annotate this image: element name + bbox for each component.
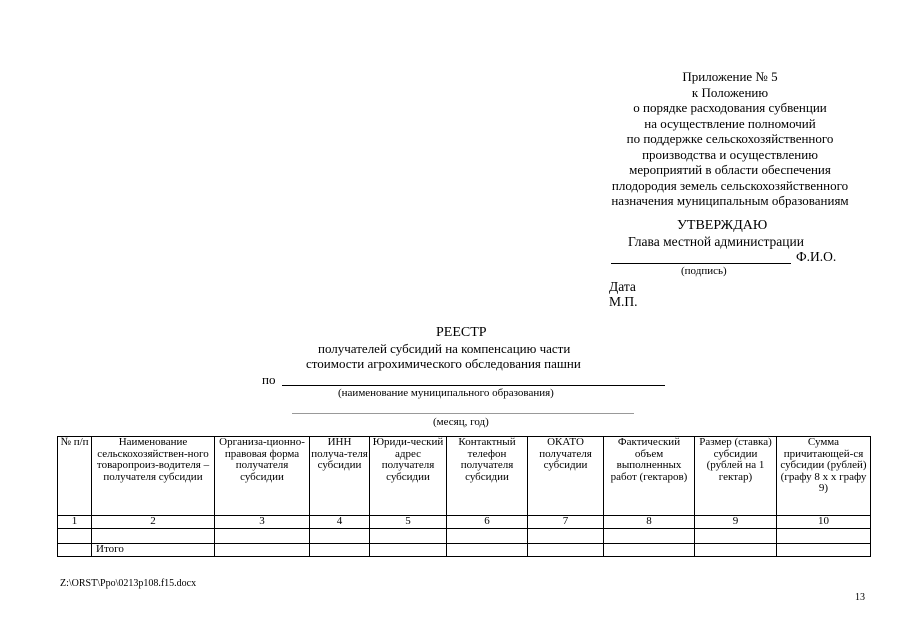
appendix-line: к Положению xyxy=(691,84,769,100)
table-cell xyxy=(695,529,777,544)
table-cell xyxy=(447,529,528,544)
column-number-cell: 9 xyxy=(695,516,777,529)
column-number-cell: 3 xyxy=(215,516,310,529)
appendix-header xyxy=(540,69,905,209)
municipality-fill-line xyxy=(282,385,665,386)
header-cell: № п/п xyxy=(58,437,92,516)
column-number-cell: 10 xyxy=(777,516,871,529)
month-caption: (месяц, год) xyxy=(433,416,489,428)
table-header-row xyxy=(58,437,871,516)
column-number-row xyxy=(58,516,871,529)
total-row xyxy=(58,544,871,557)
registry-title: РЕЕСТР xyxy=(436,325,487,340)
table-cell xyxy=(447,544,528,557)
column-number-cell: 1 xyxy=(58,516,92,529)
month-fill-line xyxy=(292,413,634,414)
table-cell xyxy=(777,529,871,544)
header-cell: Фактический объем выполненных работ (гектаров) xyxy=(604,437,695,516)
appendix-line: Приложение № 5 xyxy=(682,69,778,84)
table-cell xyxy=(310,544,370,557)
header-cell: Наименование сельскохозяйствен-ного товаропроиз-водителя – получателя субсидии xyxy=(92,437,215,516)
signature-fio: Ф.И.О. xyxy=(796,249,837,264)
table-cell xyxy=(310,529,370,544)
appendix-line: плодородия земель сельскохозяйственного xyxy=(611,177,849,193)
approval-role: Глава местной администрации xyxy=(628,234,804,249)
appendix-line: производства и осуществлению xyxy=(642,146,818,162)
date-label: Дата xyxy=(609,279,636,294)
registry-table xyxy=(57,436,871,557)
header-cell: ОКАТО получателя субсидии xyxy=(528,437,604,516)
appendix-line: на осуществление полномочий xyxy=(644,115,816,131)
header-cell: Контактный телефон получателя субсидии xyxy=(447,437,528,516)
table-cell xyxy=(695,544,777,557)
table-cell xyxy=(528,544,604,557)
table-cell xyxy=(528,529,604,544)
header-cell: Размер (ставка) субсидии (рублей на 1 гектар) xyxy=(695,437,777,516)
table-row xyxy=(58,529,871,544)
registry-by-label: по xyxy=(262,372,276,387)
appendix-line: назначения муниципальным образованиям xyxy=(611,193,849,208)
table-cell xyxy=(215,529,310,544)
appendix-line: по поддержке сельскохозяйственного xyxy=(626,131,834,146)
table-cell xyxy=(777,544,871,557)
column-number-cell: 7 xyxy=(528,516,604,529)
table-cell xyxy=(215,544,310,557)
table-cell xyxy=(92,529,215,544)
table-cell xyxy=(370,544,447,557)
header-cell: Юриди-ческий адрес получателя субсидии xyxy=(370,437,447,516)
signature-line xyxy=(611,263,791,264)
column-number-cell: 5 xyxy=(370,516,447,529)
file-path: Z:\ORST\Ppo\0213p108.f15.docx xyxy=(60,578,197,589)
header-cell: Сумма причитающей-ся субсидии (рублей) (графу 8 х х графу 9) xyxy=(777,437,871,516)
table-cell xyxy=(604,529,695,544)
approval-title: УТВЕРЖДАЮ xyxy=(677,218,768,233)
table-cell xyxy=(58,529,92,544)
header-cell: Организа-ционно-правовая форма получателя субсидии xyxy=(215,437,310,516)
seal-label: М.П. xyxy=(609,294,638,309)
table-cell xyxy=(370,529,447,544)
appendix-line: о порядке расходования субвенции xyxy=(633,100,827,115)
page-number: 13 xyxy=(855,592,865,603)
table-cell xyxy=(604,544,695,557)
column-number-cell: 4 xyxy=(310,516,370,529)
column-number-cell: 6 xyxy=(447,516,528,529)
column-number-cell: 8 xyxy=(604,516,695,529)
municipality-caption: (наименование муниципального образования) xyxy=(338,387,554,399)
column-number-cell: 2 xyxy=(92,516,215,529)
signature-caption: (подпись) xyxy=(681,265,727,277)
appendix-line: мероприятий в области обеспечения xyxy=(629,162,831,177)
registry-subtitle-1: получателей субсидий на компенсацию части xyxy=(318,341,571,356)
header-cell: ИНН получа-теля субсидии xyxy=(310,437,370,516)
table-cell xyxy=(58,544,92,557)
registry-subtitle-2: стоимости агрохимического обследования пашни xyxy=(306,356,581,371)
total-label: Итого xyxy=(92,544,215,557)
